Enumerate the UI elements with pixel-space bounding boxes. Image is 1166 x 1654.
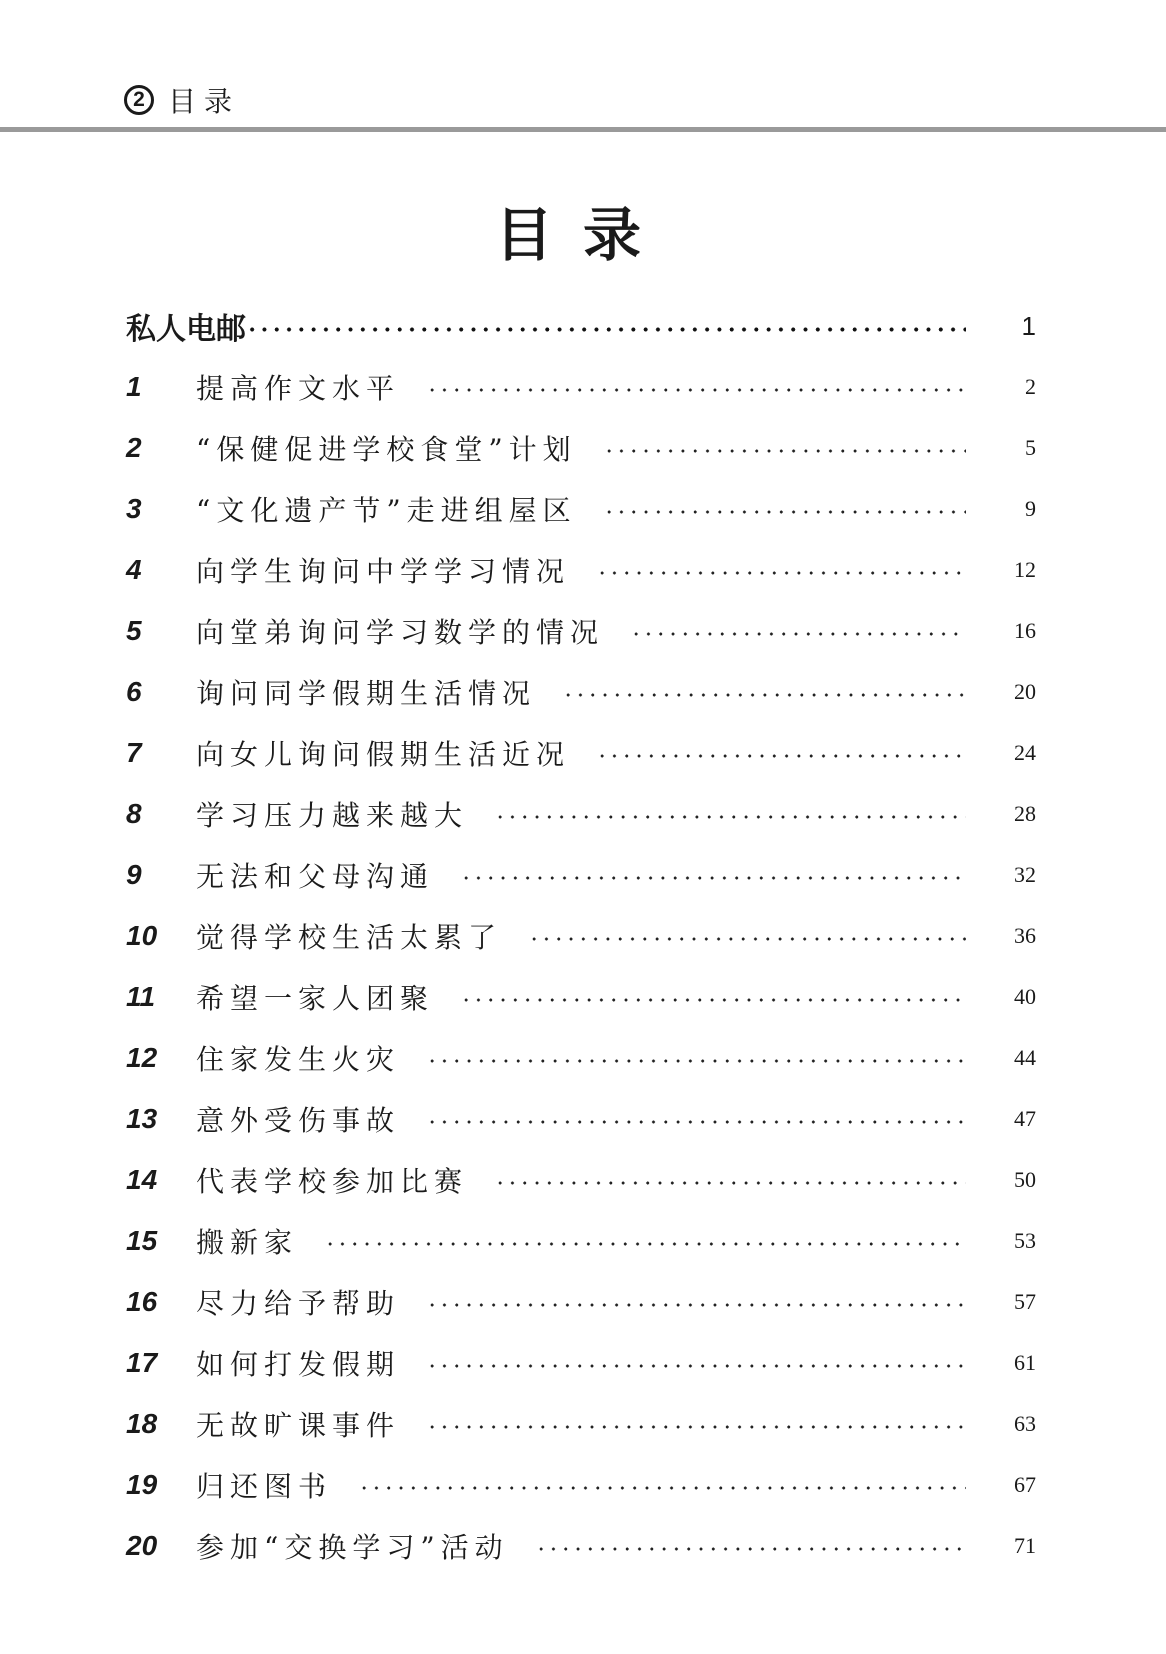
toc-entry-title: 如何打发假期 <box>196 1347 401 1381</box>
toc-entry[interactable] <box>126 905 1036 966</box>
running-header <box>124 78 240 122</box>
toc-entry[interactable] <box>126 356 1036 417</box>
toc-entry-page: 2 <box>1025 373 1036 399</box>
toc-entry-page: 67 <box>1014 1471 1036 1497</box>
toc-entry-page: 57 <box>1014 1288 1036 1314</box>
leader-dots <box>596 571 966 575</box>
toc-entry-title: 提高作文水平 <box>196 371 401 405</box>
leader-dots <box>562 693 966 697</box>
toc-entry-page: 32 <box>1014 861 1036 887</box>
toc-entry-page: 44 <box>1014 1044 1036 1070</box>
toc-entry-page: 16 <box>1014 617 1036 643</box>
leader-dots <box>494 1181 966 1185</box>
toc-entry[interactable] <box>126 1332 1036 1393</box>
toc-entry-page: 9 <box>1025 495 1036 521</box>
toc-entry-page: 5 <box>1025 434 1036 460</box>
leader-dots <box>324 1242 966 1246</box>
leader-dots <box>494 815 966 819</box>
toc-entry-page: 20 <box>1014 678 1036 704</box>
toc-entry-page: 40 <box>1014 983 1036 1009</box>
toc-entry-number: 3 <box>126 492 142 524</box>
leader-dots <box>426 388 966 392</box>
toc-entry-title: 尽力给予帮助 <box>196 1286 401 1320</box>
leader-dots <box>630 632 966 636</box>
toc-entry-title: 无故旷课事件 <box>196 1408 401 1442</box>
leader-dots <box>246 327 966 332</box>
toc-entry-title: 向堂弟询问学习数学的情况 <box>196 615 605 649</box>
toc-entry-page: 61 <box>1014 1349 1036 1375</box>
toc-entry-page: 63 <box>1014 1410 1036 1436</box>
toc-entry[interactable] <box>126 1454 1036 1515</box>
leader-dots <box>426 1364 966 1368</box>
toc-entry-number: 4 <box>126 553 142 585</box>
page-number-badge: 2 <box>124 85 154 115</box>
toc-entry-number: 6 <box>126 675 142 707</box>
leader-dots <box>426 1059 966 1063</box>
toc-entry-title: 无法和父母沟通 <box>196 859 435 893</box>
leader-dots <box>426 1120 966 1124</box>
toc-entry-title: 代表学校参加比赛 <box>196 1164 469 1198</box>
toc-entry-number: 10 <box>126 919 158 951</box>
leader-dots <box>358 1486 966 1490</box>
toc-entry[interactable] <box>126 600 1036 661</box>
toc-entry-number: 7 <box>126 736 142 768</box>
leader-dots <box>460 876 966 880</box>
toc-entry-title: 归还图书 <box>196 1469 333 1503</box>
toc-entry[interactable] <box>126 966 1036 1027</box>
toc-entry-number: 15 <box>126 1224 158 1256</box>
toc-entry[interactable] <box>126 661 1036 722</box>
toc-entry[interactable] <box>126 539 1036 600</box>
toc-entry-title: 希望一家人团聚 <box>196 981 435 1015</box>
toc-entry-title: 询问同学假期生活情况 <box>196 676 537 710</box>
toc-entry-number: 20 <box>126 1529 158 1561</box>
toc-entry-number: 19 <box>126 1468 158 1500</box>
header-rule <box>0 127 1166 132</box>
toc-entry[interactable] <box>126 1027 1036 1088</box>
toc-entry[interactable] <box>126 783 1036 844</box>
table-of-contents <box>126 302 1036 1576</box>
toc-entry-page: 71 <box>1014 1532 1036 1558</box>
toc-entry-number: 13 <box>126 1102 158 1134</box>
toc-entry[interactable] <box>126 722 1036 783</box>
toc-entry-number: 12 <box>126 1041 158 1073</box>
toc-entry-title: 意外受伤事故 <box>196 1103 401 1137</box>
toc-entry-title: “文化遗产节”走进组屋区 <box>196 493 577 527</box>
leader-dots <box>426 1425 966 1429</box>
toc-entry[interactable] <box>126 478 1036 539</box>
toc-entry-page: 1 <box>1021 310 1036 341</box>
toc-entry-intro[interactable] <box>126 302 1036 350</box>
toc-entry-number: 14 <box>126 1163 158 1195</box>
toc-entry[interactable] <box>126 1393 1036 1454</box>
toc-entry-title: 学习压力越来越大 <box>196 798 469 832</box>
leader-dots <box>426 1303 966 1307</box>
toc-entry[interactable] <box>126 1271 1036 1332</box>
toc-entry-title: 住家发生火灾 <box>196 1042 401 1076</box>
toc-entry-page: 36 <box>1014 922 1036 948</box>
leader-dots <box>528 937 966 941</box>
toc-entry-number: 16 <box>126 1285 158 1317</box>
toc-entry-title: 搬新家 <box>196 1225 299 1259</box>
toc-entry-number: 2 <box>126 431 142 463</box>
leader-dots <box>603 449 966 453</box>
toc-entry[interactable] <box>126 1149 1036 1210</box>
toc-entry[interactable] <box>126 417 1036 478</box>
toc-entry-number: 1 <box>126 370 142 402</box>
toc-entry-title: “保健促进学校食堂”计划 <box>196 432 577 466</box>
toc-entry[interactable] <box>126 1210 1036 1271</box>
leader-dots <box>535 1547 966 1551</box>
toc-entry-title: 私人电邮 <box>126 312 246 347</box>
toc-entry-page: 28 <box>1014 800 1036 826</box>
toc-entry-page: 50 <box>1014 1166 1036 1192</box>
toc-entry-title: 参加“交换学习”活动 <box>196 1530 509 1564</box>
toc-entry-title: 觉得学校生活太累了 <box>196 920 503 954</box>
toc-entry-page: 53 <box>1014 1227 1036 1253</box>
leader-dots <box>460 998 966 1002</box>
toc-entry-title: 向女儿询问假期生活近况 <box>196 737 571 771</box>
toc-entry-title: 向学生询问中学学习情况 <box>196 554 571 588</box>
toc-entry[interactable] <box>126 1515 1036 1576</box>
toc-entry-page: 12 <box>1014 556 1036 582</box>
leader-dots <box>603 510 966 514</box>
toc-entry-page: 47 <box>1014 1105 1036 1131</box>
toc-entry-number: 17 <box>126 1346 158 1378</box>
toc-entry[interactable] <box>126 1088 1036 1149</box>
toc-entry-number: 18 <box>126 1407 158 1439</box>
toc-entry-number: 9 <box>126 858 142 890</box>
toc-entry-number: 11 <box>126 980 156 1012</box>
toc-entry-page: 24 <box>1014 739 1036 765</box>
leader-dots <box>596 754 966 758</box>
toc-entry-number: 5 <box>126 614 142 646</box>
page-title: 目录 <box>494 201 671 269</box>
toc-entry[interactable] <box>126 844 1036 905</box>
running-header-title: 目录 <box>168 85 241 118</box>
toc-entry-number: 8 <box>126 797 142 829</box>
